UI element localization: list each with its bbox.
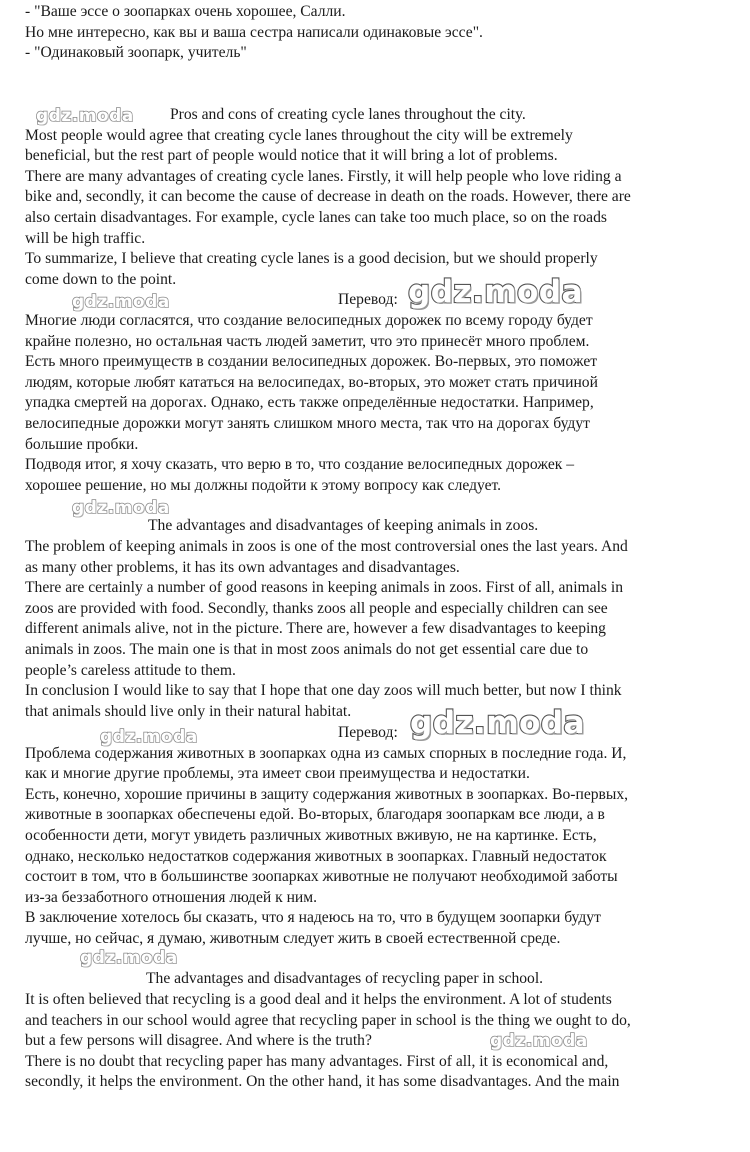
text-line: Многие люди согласятся, что создание велосипедных дорожек по всему городу будет [25,312,593,329]
text-line: also certain disadvantages. For example, cycle lanes can take too much place, so on the roads [25,208,607,226]
text-line: In conclusion I would like to say that I hope that one day zoos will much better, but now I think [25,682,622,700]
essay-recycling-paper-body [25,990,730,1093]
translation-label: Перевод: [338,291,398,308]
text-line: Most people would agree that creating cycle lanes throughout the city will be extremely [25,126,573,144]
text-line: bike and, secondly, it can become the cause of decrease in death on the roads. However, there are [25,188,631,206]
translation-cycle-lanes-body [25,311,730,496]
text-line: состоит в том, что в большинстве зоопарках животные не получают необходимой заботы [25,868,618,886]
text-line: come down to the point. [25,270,177,288]
text-line: крайне полезно, но остальная часть людей заметит, что это принесёт много проблем. [25,332,590,350]
watermark-logo: gdz.moda [36,106,134,126]
text-line: will be high traffic. [25,229,146,247]
text-line: Проблема содержания животных в зоопарках одна из самых спорных в последние года. И, [25,744,627,762]
text-line: однако, несколько недостатков содержания животных в зоопарках. Главный недостаток [25,847,607,865]
text-line: велосипедные дорожки могут занять слишком много места, так что на дорогах будут [25,414,590,432]
text-line: animals in zoos. The main one is that in most zoos animals do not get essential care due to [25,640,589,658]
joke-block [25,2,730,64]
watermark-logo: gdz.moda [490,1031,588,1051]
watermark-logo: gdz.moda [408,274,583,310]
text-line: beneficial, but the rest part of people would notice that it will bring a lot of problems. [25,147,558,165]
text-line: животные в зоопарках обеспечены едой. Во-вторых, благодаря зоопаркам все люди, а в [25,806,605,824]
text-line: В заключение хотелось бы сказать, что я надеюсь на то, что в будущем зоопарки будут [25,909,601,927]
watermark-logo: gdz.moda [100,727,198,747]
text-line: большие пробки. [25,435,139,453]
text-line: but a few persons will disagree. And where is the truth? [25,1032,372,1050]
watermark-logo: gdz.moda [72,498,170,518]
watermark-logo: gdz.moda [80,948,178,968]
text-line: хорошее решение, но мы должны подойти к этому вопросу как следует. [25,476,502,494]
text-line: There are certainly a number of good reasons in keeping animals in zoos. First of all, animals in [25,579,624,597]
text-line: Есть, конечно, хорошие причины в защиту содержания животных в зоопарках. Во-первых, [25,785,629,803]
text-line: как и многие другие проблемы, эта имеет свои преимущества и недостатки. [25,765,530,783]
essay-zoos-body [25,537,730,722]
text-line: - "Ваше эссе о зоопарках очень хорошее, Салли. [25,3,346,20]
text-line: из-за беззаботного отношения людей к ним. [25,888,318,906]
text-line: - "Одинаковый зоопарк, учитель" [25,44,247,62]
text-line: and teachers in our school would agree that recycling paper in school is the thing we ought to do, [25,1011,631,1029]
text-line: There is no doubt that recycling paper has many advantages. First of all, it is economical and, [25,1052,609,1070]
translation-label: Перевод: [338,724,398,741]
text-line: To summarize, I believe that creating cycle lanes is a good decision, but we should properly [25,250,598,268]
text-line: It is often believed that recycling is a good deal and it helps the environment. A lot of students [25,991,612,1008]
text-line: особенности дети, могут увидеть различных животных вживую, не на картинке. Есть, [25,826,597,844]
text-line: zoos are provided with food. Secondly, thanks zoos all people and especially children can see [25,599,608,617]
text-line: людям, которые любят кататься на велосипедах, во-вторых, это может стать причиной [25,373,598,391]
text-line: There are many advantages of creating cycle lanes. Firstly, it will help people who love riding a [25,167,622,185]
text-line: лучше, но сейчас, я думаю, животным следует жить в своей естественной среде. [25,929,561,947]
essay-cycle-lanes-body [25,126,730,291]
watermark-logo: gdz.moda [410,705,585,741]
text-line: as many other problems, it has its own advantages and disadvantages. [25,558,460,576]
translation-zoos-body [25,744,730,950]
essay-title-recycling-paper: The advantages and disadvantages of recycling paper in school. [146,970,544,987]
essay-title-cycle-lanes: Pros and cons of creating cycle lanes throughout the city. [170,106,526,123]
text-line: Но мне интересно, как вы и ваша сестра написали одинаковые эссе". [25,23,483,41]
text-line: Есть много преимуществ в создании велосипедных дорожек. Во-первых, это поможет [25,353,598,371]
text-line: The problem of keeping animals in zoos is one of the most controversial ones the last years. And [25,538,628,555]
text-line: that animals should live only in their natural habitat. [25,702,352,720]
essay-title-zoos: The advantages and disadvantages of keeping animals in zoos. [148,517,539,534]
text-line: people’s careless attitude to them. [25,661,236,679]
text-line: different animals alive, not in the picture. There are, however a few disadvantages to keeping [25,620,606,638]
text-line: Подводя итог, я хочу сказать, что верю в то, что создание велосипедных дорожек – [25,456,575,474]
text-line: secondly, it helps the environment. On the other hand, it has some disadvantages. And the main [25,1073,620,1091]
text-line: упадка смертей на дорогах. Однако, есть также определённые недостатки. Например, [25,394,594,412]
watermark-logo: gdz.moda [72,292,170,312]
